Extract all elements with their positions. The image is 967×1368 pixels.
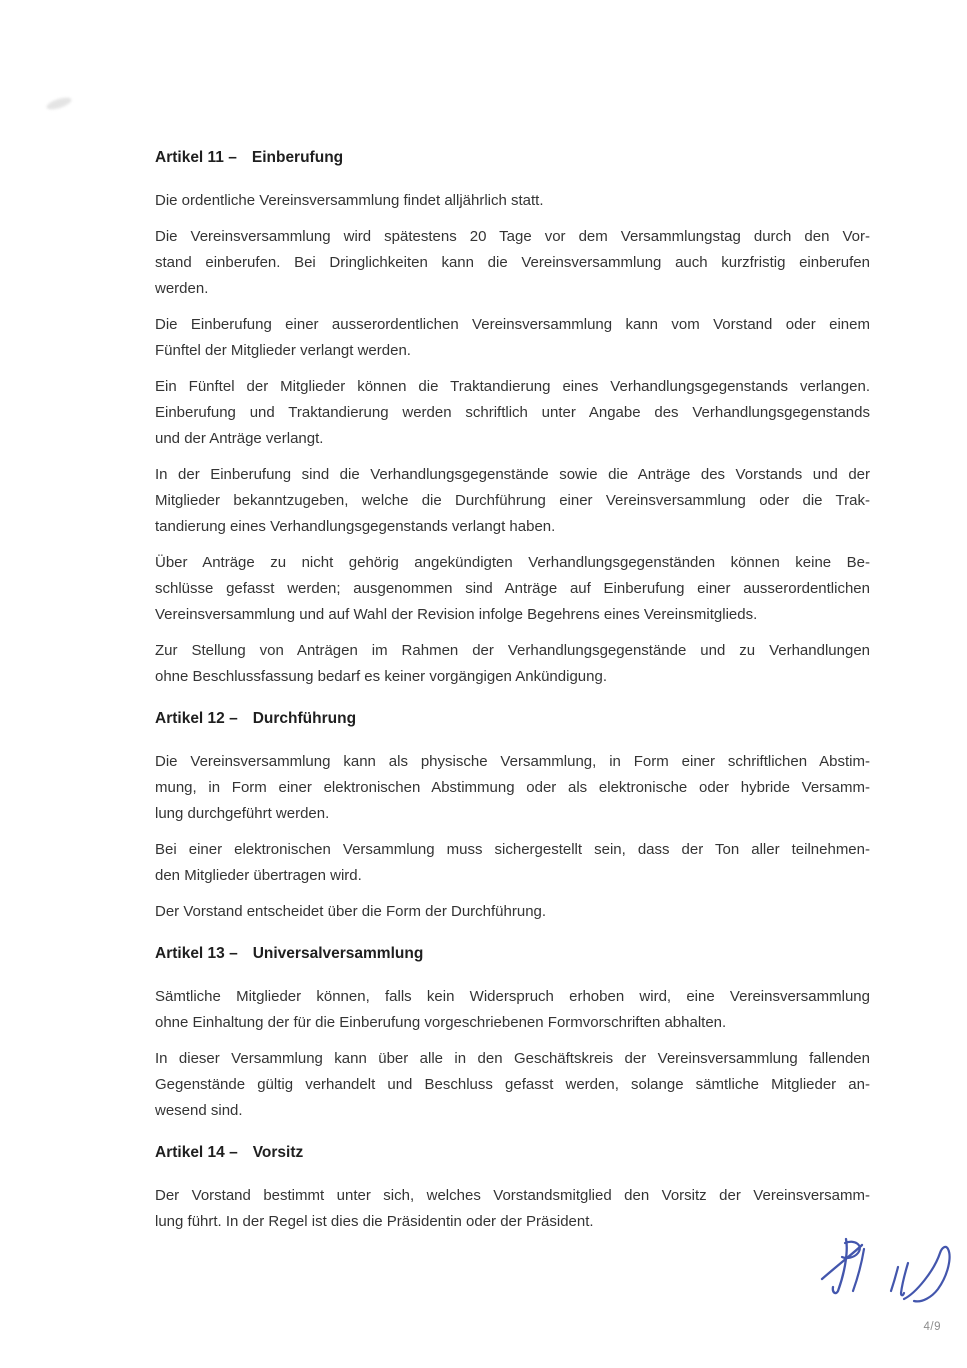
text-line: den Mitglieder übertragen wird. <box>155 867 362 884</box>
text-line: tandierung eines Verhandlungsgegenstands verlangt haben. <box>155 518 556 535</box>
text-line: Der Vorstand entscheidet über die Form der Durchführung. <box>155 903 547 920</box>
article-title: Durchführung <box>252 710 357 727</box>
text-line: Über Anträge zu nicht gehörig angekündigten Verhandlungsgegenständen können keine Be- <box>155 554 870 571</box>
paragraph <box>155 312 870 364</box>
article-number: Artikel 12 – <box>155 710 238 727</box>
article-title: Universalversammlung <box>252 945 424 962</box>
text-line: werden. <box>155 280 209 297</box>
text-line: Ein Fünftel der Mitglieder können die Traktandierung eines Verhandlungsgegenstands verlangen. <box>155 378 870 395</box>
text-line: lung führt. In der Regel ist dies die Präsidentin oder der Präsident. <box>155 1213 594 1230</box>
article-number: Artikel 11 – <box>155 149 237 166</box>
article-number: Artikel 14 – <box>155 1144 238 1161</box>
text-line: In der Einberufung sind die Verhandlungsgegenstände sowie die Anträge des Vorstands und der <box>155 466 870 483</box>
paragraph <box>155 638 870 690</box>
text-line: schlüsse gefasst werden; ausgenommen sind Anträge auf Einberufung einer ausserordentlichen <box>155 580 870 597</box>
paragraph <box>155 749 870 827</box>
text-line: mung, in Form einer elektronischen Abstimmung oder als elektronische oder hybride Versamm- <box>155 779 870 796</box>
paragraph <box>155 550 870 628</box>
text-line: und der Anträge verlangt. <box>155 430 324 447</box>
article-title: Einberufung <box>251 149 344 166</box>
handwritten-initials-left-icon <box>808 1235 880 1307</box>
article-heading <box>155 145 870 171</box>
text-line: wesend sind. <box>155 1102 243 1119</box>
text-line: Zur Stellung von Anträgen im Rahmen der Verhandlungsgegenstände und zu Verhandlungen <box>155 642 870 659</box>
text-line: Einberufung und Traktandierung werden schriftlich unter Angabe des Verhandlungsgegenstands <box>155 404 870 421</box>
text-line: Die ordentliche Vereinsversammlung findet alljährlich statt. <box>155 192 544 209</box>
document-body <box>155 145 870 1245</box>
text-line: Der Vorstand bestimmt unter sich, welches Vorstandsmitglied den Vorsitz der Vereinsversamm- <box>155 1187 870 1204</box>
article-heading <box>155 706 870 732</box>
scan-smudge <box>45 95 73 112</box>
text-line: stand einberufen. Bei Dringlichkeiten kann die Vereinsversammlung auch kurzfristig einberufen <box>155 254 870 271</box>
text-line: ohne Einhaltung der für die Einberufung vorgeschriebenen Formvorschriften abhalten. <box>155 1014 727 1031</box>
paragraph <box>155 462 870 540</box>
page-number: 4/9 <box>923 1321 941 1333</box>
paragraph <box>155 1046 870 1124</box>
paragraph <box>155 188 870 214</box>
paragraph <box>155 374 870 452</box>
paragraph <box>155 837 870 889</box>
article-title: Vorsitz <box>252 1144 304 1161</box>
text-line: Mitglieder bekanntzugeben, welche die Durchführung einer Vereinsversammlung oder die Trak- <box>155 492 870 509</box>
text-line: ohne Beschlussfassung bedarf es keiner vorgängigen Ankündigung. <box>155 668 607 685</box>
paragraph <box>155 899 870 925</box>
signature-area <box>808 1235 963 1315</box>
article-number: Artikel 13 – <box>155 945 238 962</box>
text-line: Fünftel der Mitglieder verlangt werden. <box>155 342 411 359</box>
text-line: Gegenstände gültig verhandelt und Beschluss gefasst werden, solange sämtliche Mitglieder an- <box>155 1076 870 1093</box>
text-line: Vereinsversammlung und auf Wahl der Revision infolge Begehrens eines Vereinsmitglieds. <box>155 606 758 623</box>
article-heading <box>155 1140 870 1166</box>
text-line: Die Einberufung einer ausserordentlichen Vereinsversammlung kann vom Vorstand oder einem <box>155 316 870 333</box>
text-line: Die Vereinsversammlung kann als physische Versammlung, in Form einer schriftlichen Abstim- <box>155 753 870 770</box>
paragraph <box>155 984 870 1036</box>
text-line: In dieser Versammlung kann über alle in den Geschäftskreis der Vereinsversammlung fallenden <box>155 1050 870 1067</box>
text-line: lung durchgeführt werden. <box>155 805 330 822</box>
paragraph <box>155 1183 870 1235</box>
paragraph <box>155 224 870 302</box>
article-heading <box>155 941 870 967</box>
text-line: Sämtliche Mitglieder können, falls kein Widerspruch erhoben wird, eine Vereinsversammlung <box>155 988 870 1005</box>
handwritten-initials-right-icon <box>884 1241 962 1317</box>
text-line: Die Vereinsversammlung wird spätestens 20 Tage vor dem Versammlungstag durch den Vor- <box>155 228 870 245</box>
text-line: Bei einer elektronischen Versammlung muss sichergestellt sein, dass der Ton aller teilnehmen- <box>155 841 870 858</box>
